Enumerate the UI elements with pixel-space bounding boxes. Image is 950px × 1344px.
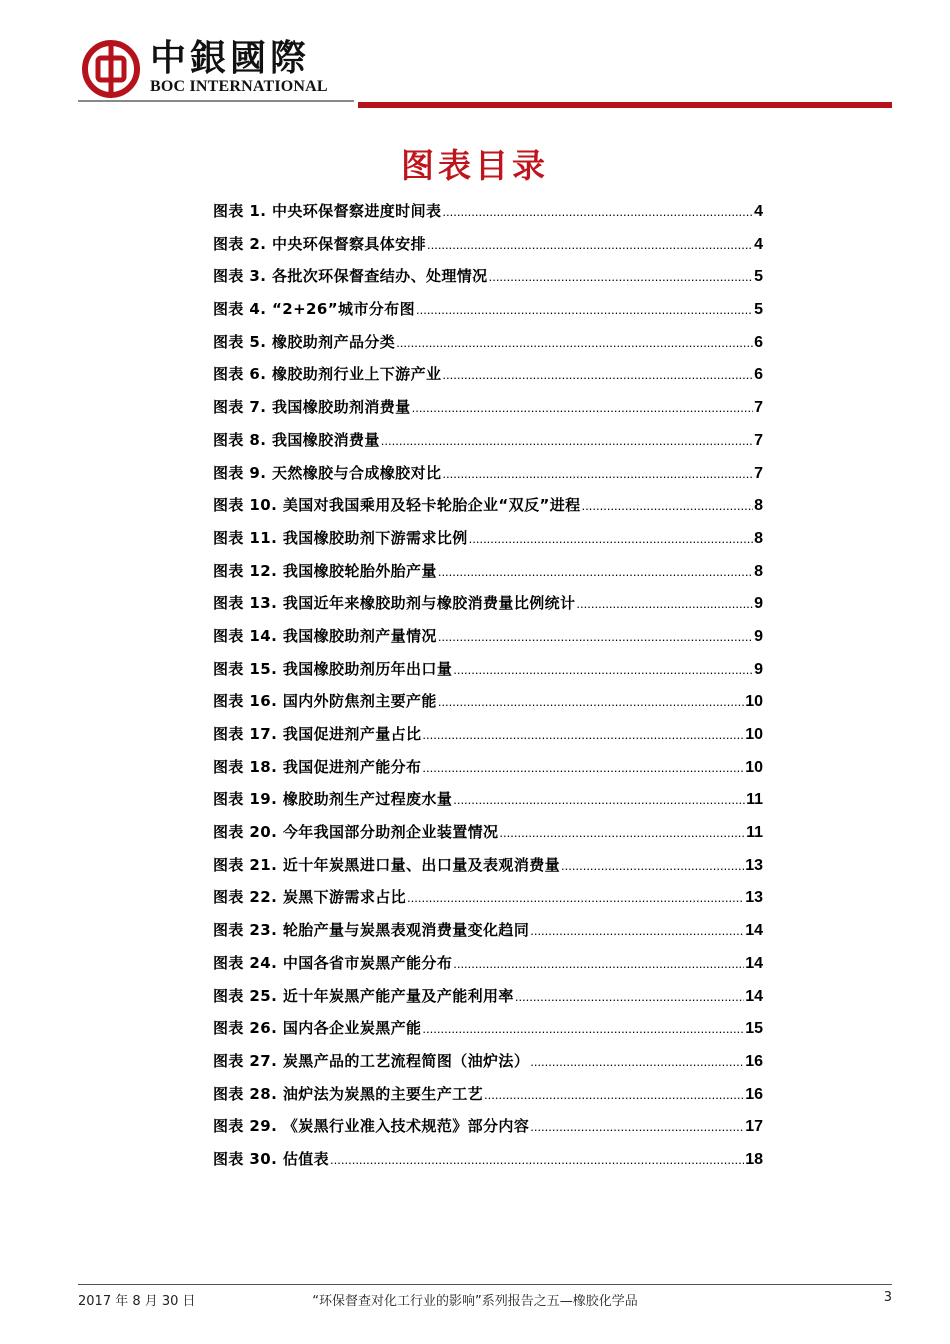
toc-dot-leader	[530, 1049, 744, 1075]
toc-entry[interactable]	[213, 884, 763, 917]
toc-dot-leader	[530, 918, 744, 944]
toc-entry[interactable]	[213, 460, 763, 493]
toc-entry[interactable]	[213, 1081, 763, 1114]
toc-entry-label[interactable]: 图表 27. 炭黑产品的工艺流程简图（油炉法）	[213, 1051, 530, 1070]
toc-entry-label[interactable]: 图表 17. 我国促进剂产量占比	[213, 725, 422, 743]
toc-dot-leader	[453, 787, 745, 813]
toc-dot-leader	[438, 689, 744, 715]
toc-entry-label[interactable]: 图表 16. 国内外防焦剂主要产能	[213, 692, 437, 711]
toc-dot-leader	[469, 526, 753, 552]
page-title: 图表目录	[401, 146, 549, 185]
footer-divider	[78, 1284, 892, 1285]
toc-entry-label[interactable]: 图表 5. 橡胶助剂产品分类	[213, 332, 396, 351]
toc-entry[interactable]	[213, 623, 763, 656]
toc-entry-page[interactable]: 9	[754, 595, 763, 613]
toc-entry-label[interactable]: 图表 15. 我国橡胶助剂历年出口量	[213, 659, 453, 678]
toc-entry-page[interactable]: 16	[745, 1085, 763, 1103]
toc-dot-leader	[416, 297, 753, 323]
toc-entry-label[interactable]: 图表 22. 炭黑下游需求占比	[213, 888, 407, 907]
toc-entry[interactable]	[213, 1048, 763, 1081]
toc-entry-page[interactable]: 16	[745, 1052, 763, 1070]
toc-entry-label[interactable]: 图表 21. 近十年炭黑进口量、出口量及表观消费量	[213, 855, 561, 874]
toc-entry-label[interactable]: 图表 11. 我国橡胶助剂下游需求比例	[213, 528, 468, 547]
toc-entry-label[interactable]: 图表 12. 我国橡胶轮胎外胎产量	[213, 561, 437, 580]
toc-dot-leader	[438, 559, 753, 585]
toc-entry-page[interactable]: 10	[745, 758, 763, 776]
toc-entry-page[interactable]: 6	[754, 366, 763, 384]
toc-entry-page[interactable]: 4	[754, 235, 763, 253]
toc-entry[interactable]	[213, 263, 763, 296]
toc-dot-leader	[422, 755, 744, 781]
toc-entry[interactable]	[213, 656, 763, 689]
toc-dot-leader	[407, 885, 744, 911]
toc-entry-label[interactable]: 图表 3. 各批次环保督查结办、处理情况	[213, 267, 488, 286]
toc-entry-page[interactable]: 5	[754, 301, 763, 319]
toc-dot-leader	[422, 1016, 744, 1042]
toc-entry-label[interactable]: 图表 20. 今年我国部分助剂企业装置情况	[213, 823, 499, 842]
header-divider-red	[358, 102, 892, 108]
logo-english-name: BOC INTERNATIONAL	[150, 78, 328, 95]
logo-chinese-name: 中銀國際	[150, 37, 311, 79]
toc-entry-label[interactable]: 图表 24. 中国各省市炭黑产能分布	[213, 953, 453, 972]
toc-dot-leader	[499, 820, 745, 846]
toc-entry-label[interactable]: 图表 8. 我国橡胶消费量	[213, 430, 380, 449]
toc-entry-page[interactable]: 10	[745, 693, 763, 711]
toc-entry[interactable]	[213, 296, 763, 329]
toc-dot-leader	[442, 199, 753, 225]
toc-entry-page[interactable]: 8	[754, 529, 763, 547]
toc-entry-page[interactable]: 13	[745, 889, 763, 907]
toc-entry-label[interactable]: 图表 14. 我国橡胶助剂产量情况	[213, 626, 437, 645]
header-divider-gray	[78, 100, 354, 102]
toc-entry-page[interactable]: 8	[754, 497, 763, 515]
toc-entry[interactable]	[213, 394, 763, 427]
toc-dot-leader	[515, 984, 744, 1010]
toc-entry-page[interactable]: 4	[754, 203, 763, 220]
toc-dot-leader	[561, 853, 744, 879]
toc-entry[interactable]	[213, 427, 763, 460]
toc-dot-leader	[489, 264, 754, 290]
toc-entry[interactable]	[213, 361, 763, 394]
toc-entry[interactable]	[213, 231, 763, 264]
toc-entry-page[interactable]: 8	[754, 562, 763, 580]
toc-dot-leader	[484, 1082, 744, 1108]
toc-dot-leader	[453, 657, 753, 683]
toc-entry[interactable]	[213, 590, 763, 623]
toc-entry-page[interactable]: 17	[745, 1118, 763, 1136]
toc-dot-leader	[442, 461, 753, 487]
toc-entry-label[interactable]: 图表 4. “2+26”城市分布图	[213, 300, 415, 319]
toc-entry-label[interactable]: 图表 18. 我国促进剂产能分布	[213, 757, 422, 776]
toc-dot-leader	[453, 951, 744, 977]
toc-entry-page[interactable]: 9	[754, 627, 763, 645]
toc-entry[interactable]	[213, 198, 763, 231]
toc-entry-page[interactable]: 11	[746, 791, 763, 809]
toc-entry-page[interactable]: 11	[746, 824, 763, 842]
toc-entry[interactable]	[213, 852, 763, 885]
toc-entry-label[interactable]: 图表 23. 轮胎产量与炭黑表观消费量变化趋同	[213, 921, 530, 940]
toc-entry[interactable]	[213, 525, 763, 558]
toc-entry-label[interactable]: 图表 30. 估值表	[213, 1149, 330, 1168]
footer-series-title: “环保督查对化工行业的影响”系列报告之五—橡胶化学品	[312, 1294, 638, 1309]
toc-entry-label[interactable]: 图表 2. 中央环保督察具体安排	[213, 234, 426, 253]
footer-page-number: 3	[883, 1290, 892, 1305]
toc-entry-page[interactable]: 7	[754, 399, 763, 417]
toc-entry-page[interactable]: 6	[754, 333, 763, 351]
table-of-figures	[213, 198, 763, 1179]
toc-entry-label[interactable]: 图表 1. 中央环保督察进度时间表	[213, 202, 442, 220]
toc-dot-leader	[412, 395, 754, 421]
toc-entry-label[interactable]: 图表 6. 橡胶助剂行业上下游产业	[213, 365, 442, 384]
toc-entry[interactable]	[213, 819, 763, 852]
toc-entry-page[interactable]: 7	[754, 464, 763, 482]
toc-entry-page[interactable]: 5	[754, 268, 763, 286]
toc-entry-label[interactable]: 图表 28. 油炉法为炭黑的主要生产工艺	[213, 1084, 484, 1103]
toc-entry[interactable]	[213, 492, 763, 525]
toc-dot-leader	[396, 330, 753, 356]
toc-entry[interactable]	[213, 950, 763, 983]
toc-entry-page[interactable]: 18	[745, 1150, 763, 1168]
toc-entry-label[interactable]: 图表 10. 美国对我国乘用及轻卡轮胎企业“双反”进程	[213, 496, 581, 515]
toc-entry[interactable]	[213, 329, 763, 362]
toc-dot-leader	[576, 591, 753, 617]
toc-dot-leader	[381, 428, 753, 454]
toc-entry[interactable]	[213, 786, 763, 819]
toc-entry[interactable]	[213, 1146, 763, 1179]
toc-entry-label[interactable]: 图表 29. 《炭黑行业准入技术规范》部分内容	[213, 1117, 530, 1136]
toc-entry-label[interactable]: 图表 19. 橡胶助剂生产过程废水量	[213, 790, 453, 809]
toc-entry-label[interactable]: 图表 9. 天然橡胶与合成橡胶对比	[213, 463, 442, 482]
toc-dot-leader	[422, 722, 744, 748]
toc-dot-leader	[582, 493, 754, 519]
toc-entry[interactable]	[213, 1015, 763, 1048]
toc-entry-page[interactable]: 13	[745, 856, 763, 874]
toc-entry-page[interactable]: 10	[745, 726, 763, 743]
toc-entry-label[interactable]: 图表 13. 我国近年来橡胶助剂与橡胶消费量比例统计	[213, 594, 576, 613]
toc-entry[interactable]	[213, 983, 763, 1016]
toc-entry-label[interactable]: 图表 25. 近十年炭黑产能产量及产能利用率	[213, 986, 514, 1005]
toc-dot-leader	[442, 362, 753, 388]
toc-entry[interactable]	[213, 917, 763, 950]
toc-entry-label[interactable]: 图表 7. 我国橡胶助剂消费量	[213, 398, 411, 417]
toc-entry[interactable]	[213, 721, 763, 754]
toc-entry[interactable]	[213, 558, 763, 591]
toc-entry-page[interactable]: 14	[745, 954, 763, 972]
toc-entry-page[interactable]: 14	[745, 922, 763, 940]
toc-dot-leader	[330, 1147, 744, 1173]
toc-entry-page[interactable]: 14	[745, 987, 763, 1005]
footer-date: 2017 年 8 月 30 日	[78, 1294, 196, 1309]
toc-dot-leader	[438, 624, 753, 650]
toc-entry-page[interactable]: 7	[754, 431, 763, 449]
toc-entry[interactable]	[213, 1113, 763, 1146]
toc-dot-leader	[427, 232, 753, 258]
toc-entry-label[interactable]: 图表 26. 国内各企业炭黑产能	[213, 1019, 422, 1038]
toc-entry[interactable]	[213, 688, 763, 721]
boc-logo-icon	[82, 40, 140, 98]
toc-entry[interactable]	[213, 754, 763, 787]
toc-dot-leader	[530, 1114, 744, 1140]
toc-entry-page[interactable]: 15	[745, 1020, 763, 1038]
toc-entry-page[interactable]: 9	[754, 660, 763, 678]
